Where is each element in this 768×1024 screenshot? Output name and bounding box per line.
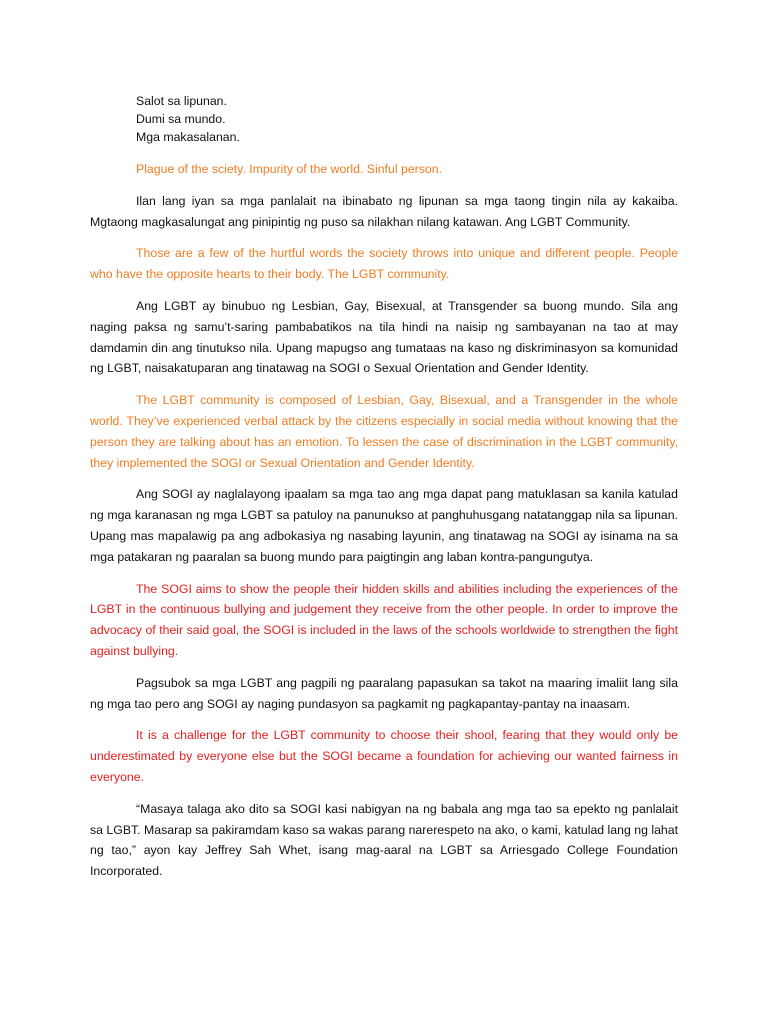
opening-poem [90, 92, 678, 146]
quote-paragraph: “Masaya talaga ako dito sa SOGI kasi nabigyan na ng babala ang mga tao sa epekto ng panlalait sa LGBT. Masarap sa pakiramdam kaso sa wakas parang narerespeto na ako, o kami, katulad lang ng lahat ng tao,” ayon kay Jeffrey Sah Whet, isang mag-aaral na LGBT sa Arriesgado College Foundation Incorporated. [90, 801, 678, 879]
poem-line: Mga makasalanan. [136, 130, 240, 144]
paragraph-tagalog-1: Ilan lang iyan sa mga panlalait na ibinabato ng lipunan sa mga taong tingin nila ay kakaiba. Mgtaong magkasalungat ang pinipintig ng puso sa nilakhan nilang katawan. Ang LGBT Community. [90, 193, 678, 229]
paragraph-translation-4: The SOGI aims to show the people their hidden skills and abilities including the experiences of the LGBT in the continuous bullying and judgement they receive from the other people. In order to improve the advocacy of their said goal, the SOGI is included in the laws of the schools worldwide to strengthen the fight against bullying. [90, 581, 678, 658]
paragraph-tagalog-3: Ang SOGI ay naglalayong ipaalam sa mga tao ang mga dapat pang matuklasan sa kanila katulad ng mga karanasan ng mga LGBT sa patuloy na panunukso at panghuhusgang natatanggap nila sa lipunan. Upang mas mapalawig pa ang adbokasiya ng nasabing layunin, ang tinatawag na SOGI ay isinama na sa mga patakaran ng paaralan sa buong mundo para paigtingin ang laban kontra-pangungutya. [90, 487, 678, 564]
document-page [90, 92, 678, 893]
paragraph-translation-1: Plague of the sciety. Impurity of the world. Sinful person. [136, 162, 442, 176]
paragraph-translation-3: The LGBT community is composed of Lesbian, Gay, Bisexual, and a Transgender in the whole world. They’ve experienced verbal attack by the citizens especially in social media without knowing that the person they are talking about has an emotion. To lessen the case of discrimination in the LGBT community, they implemented the SOGI or Sexual Orientation and Gender Identity. [90, 393, 678, 470]
poem-line: Salot sa lipunan. [136, 94, 227, 108]
paragraph-translation-5: It is a challenge for the LGBT community to choose their shool, fearing that they would only be underestimated by everyone else but the SOGI became a foundation for achieving our wanted fairness in everyone. [90, 728, 678, 784]
paragraph-tagalog-4: Pagsubok sa mga LGBT ang pagpili ng paaralang papasukan sa takot na maaring imaliit lang sila ng mga tao pero ang SOGI ay naging pundasyon sa pagkamit ng pagkapantay-pantay na inaasam. [90, 675, 678, 711]
poem-line: Dumi sa mundo. [136, 112, 226, 126]
paragraph-translation-2: Those are a few of the hurtful words the society throws into unique and different people. People who have the opposite hearts to their body. The LGBT community. [90, 246, 678, 282]
paragraph-tagalog-2: Ang LGBT ay binubuo ng Lesbian, Gay, Bisexual, at Transgender sa buong mundo. Sila ang naging paksa ng samu’t-saring pambabatikos na tila hindi na naisip ng sambayanan na tao at may damdamin din ang tinutukso nila. Upang mapugso ang tumataas na kaso ng diskriminasyon sa komunidad ng LGBT, naisakatuparan ang tinatawag na SOGI o Sexual Orientation and Gender Identity. [90, 298, 678, 376]
